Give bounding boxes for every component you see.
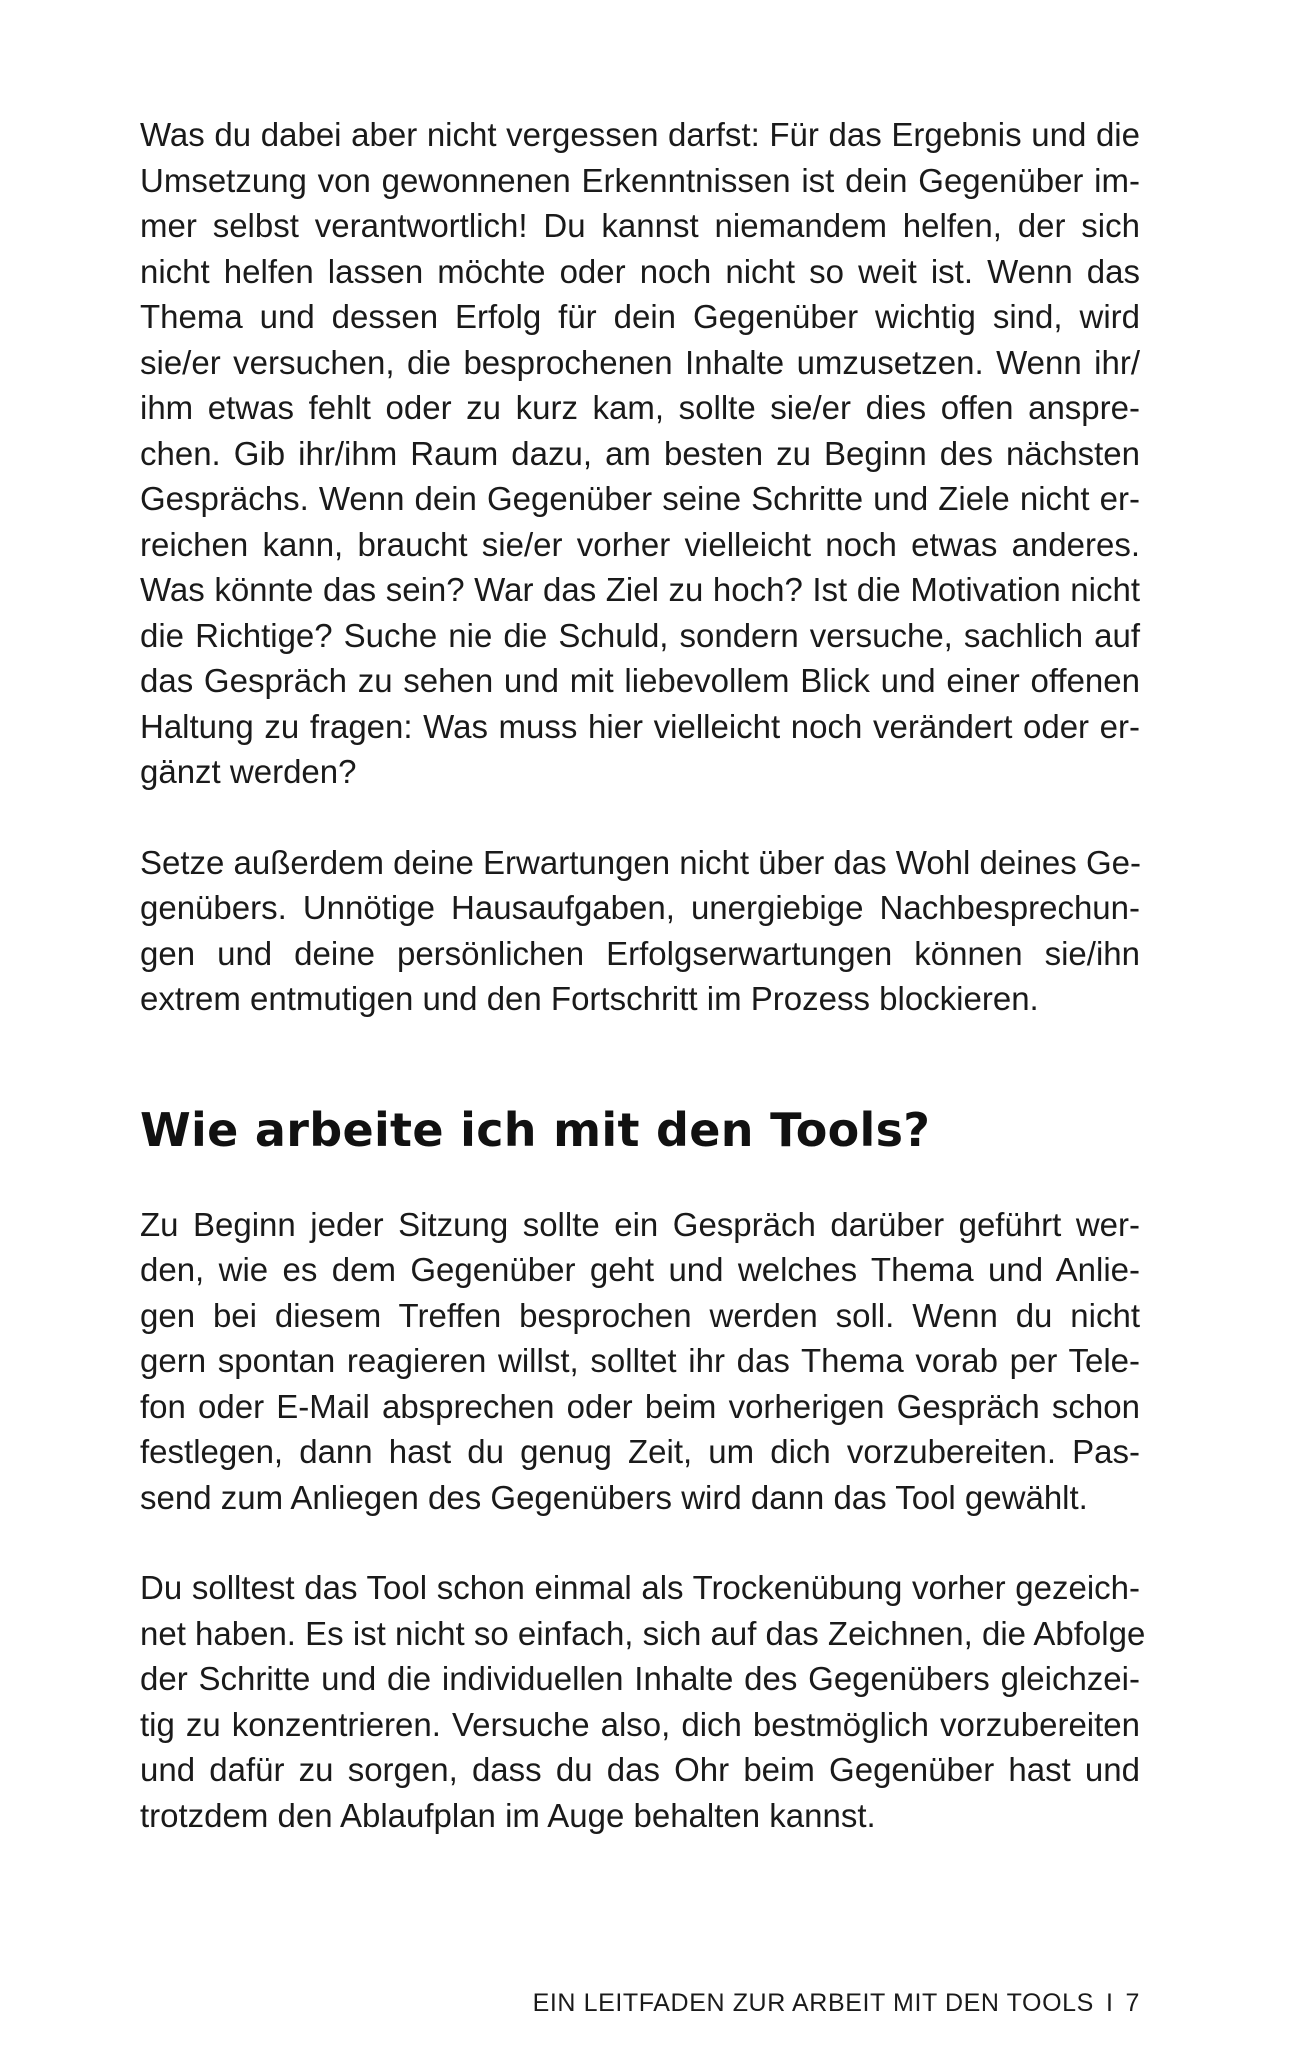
text-line: genübers. Unnötige Hausaufgaben, unergiebige Nachbesprechun- — [140, 889, 1140, 926]
text-line: ihm etwas fehlt oder zu kurz kam, sollte sie/er dies offen anspre- — [140, 389, 1140, 426]
paragraph-2 — [140, 840, 1140, 1022]
text-line: Was du dabei aber nicht vergessen darfst: Für das Ergebnis und die — [140, 116, 1140, 153]
section-gap — [140, 1022, 1140, 1100]
text-line: festlegen, dann hast du genug Zeit, um dich vorzubereiten. Pas- — [140, 1433, 1140, 1470]
text-line: Thema und dessen Erfolg für dein Gegenüber wichtig sind, wird — [140, 298, 1140, 335]
text-line: tig zu konzentrieren. Versuche also, dich bestmöglich vorzubereiten — [140, 1705, 1140, 1743]
text-line: Setze außerdem deine Erwartungen nicht über das Wohl deines Ge- — [140, 843, 1141, 881]
page-number: 7 — [1125, 1989, 1140, 2017]
text-line: gänzt werden? — [140, 753, 357, 790]
text-line: die Richtige? Suche nie die Schuld, sondern versuche, sachlich auf — [140, 616, 1140, 654]
text-line: nicht helfen lassen möchte oder noch nicht so weit ist. Wenn das — [140, 252, 1140, 290]
page-content — [140, 112, 1146, 1838]
text-line: Haltung zu fragen: Was muss hier vielleicht noch verändert oder er- — [140, 707, 1140, 745]
paragraph-1 — [140, 112, 1140, 795]
text-line: chen. Gib ihr/ihm Raum dazu, am besten zu Beginn des nächsten — [140, 434, 1140, 472]
text-line: reichen kann, braucht sie/er vorher vielleicht noch etwas anderes. — [140, 525, 1140, 563]
page-footer — [140, 1988, 1140, 2018]
text-line: gen bei diesem Treffen besprochen werden soll. Wenn du nicht — [140, 1296, 1140, 1334]
text-line: das Gespräch zu sehen und mit liebevollem Blick und einer offenen — [140, 662, 1140, 699]
text-line: gen und deine persönlichen Erfolgserwartungen können sie/ihn — [140, 934, 1140, 972]
paragraph-3 — [140, 1202, 1140, 1521]
running-title: EIN LEITFADEN ZUR ARBEIT MIT DEN TOOLS — [532, 1989, 1094, 2017]
text-line: Umsetzung von gewonnenen Erkenntnissen ist dein Gegenüber im- — [140, 161, 1140, 199]
text-line: und dafür zu sorgen, dass du das Ohr beim Gegenüber hast und — [140, 1751, 1140, 1788]
paragraph-4 — [140, 1565, 1146, 1838]
text-line: Zu Beginn jeder Sitzung sollte ein Gespräch darüber geführt wer- — [140, 1205, 1140, 1243]
footer-separator: I — [1105, 1989, 1114, 2017]
text-line: gern spontan reagieren willst, solltet ihr das Thema vorab per Tele- — [140, 1342, 1140, 1379]
text-line: der Schritte und die individuellen Inhalte des Gegenübers gleichzei- — [140, 1660, 1140, 1697]
text-line: Gesprächs. Wenn dein Gegenüber seine Schritte und Ziele nicht er- — [140, 480, 1140, 517]
text-line: Was könnte das sein? War das Ziel zu hoch? Ist die Motivation nicht — [140, 571, 1140, 608]
text-line: net haben. Es ist nicht so einfach, sich auf das Zeichnen, die Abfolge — [140, 1614, 1146, 1652]
text-line: den, wie es dem Gegenüber geht und welches Thema und Anlie- — [140, 1251, 1140, 1288]
text-line: trotzdem den Ablaufplan im Auge behalten kannst. — [140, 1796, 876, 1834]
text-line: fon oder E-Mail absprechen oder beim vorherigen Gespräch schon — [140, 1387, 1140, 1425]
text-line: mer selbst verantwortlich! Du kannst niemandem helfen, der sich — [140, 207, 1140, 244]
heading-gap — [140, 1160, 1140, 1202]
text-line: send zum Anliegen des Gegenübers wird dann das Tool gewählt. — [140, 1478, 1088, 1516]
text-line: sie/er versuchen, die besprochenen Inhalte umzusetzen. Wenn ihr/ — [140, 343, 1140, 381]
paragraph-gap — [140, 1520, 1140, 1565]
text-line: extrem entmutigen und den Fortschritt im Prozess blockieren. — [140, 980, 1039, 1017]
text-line: Du solltest das Tool schon einmal als Trockenübung vorher gezeich- — [140, 1569, 1140, 1606]
paragraph-gap — [140, 795, 1140, 840]
section-heading: Wie arbeite ich mit den Tools? — [140, 1102, 931, 1157]
